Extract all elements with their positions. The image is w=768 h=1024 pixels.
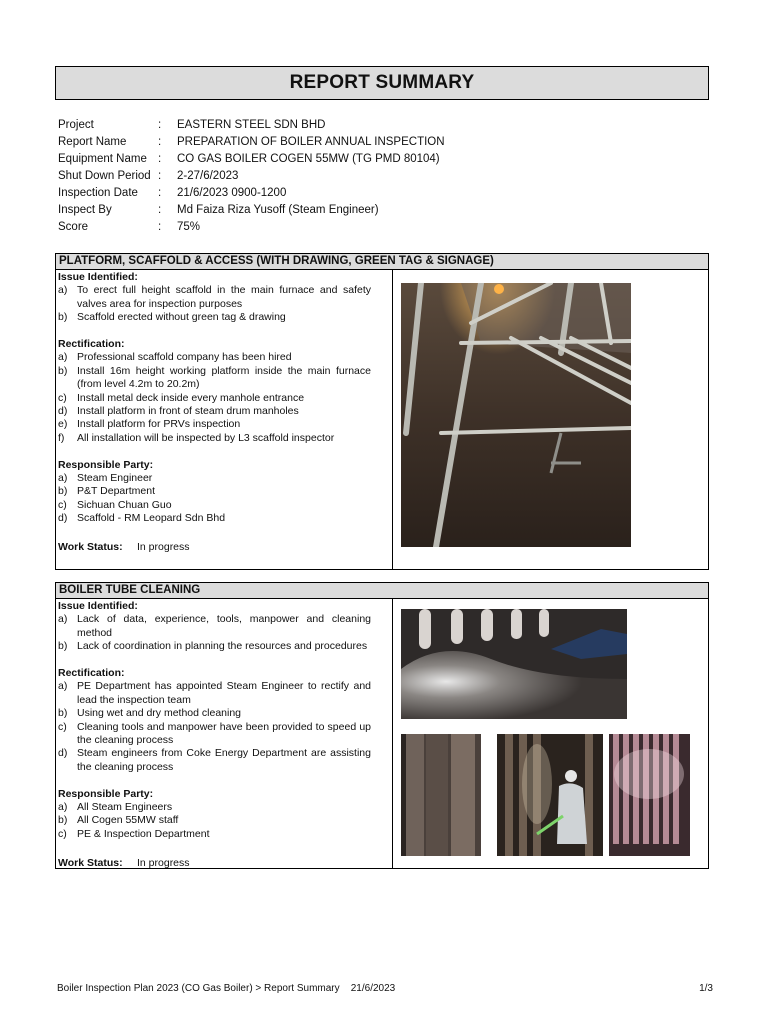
list-text: Cleaning tools and manpower have been provided to speed up the cleaning process: [77, 720, 371, 747]
info-row-score: [58, 219, 445, 236]
list-item: [58, 814, 392, 827]
info-value: Md Faiza Riza Yusoff (Steam Engineer): [177, 204, 379, 216]
list-text: P&T Department: [77, 485, 156, 498]
list-text: Sichuan Chuan Guo: [77, 498, 172, 511]
list-marker: f): [58, 431, 65, 444]
work-status: [58, 541, 392, 554]
report-title-box: [55, 66, 709, 100]
list-marker: c): [58, 498, 67, 511]
section-text-column: [56, 599, 392, 870]
work-status-value: In progress: [137, 541, 190, 554]
info-value: CO GAS BOILER COGEN 55MW (TG PMD 80104): [177, 153, 440, 165]
list-text: Using wet and dry method cleaning: [77, 707, 242, 720]
list-item: [58, 472, 392, 485]
info-label: Equipment Name: [58, 153, 147, 165]
info-row-inspection-date: [58, 185, 445, 202]
info-label: Report Name: [58, 136, 127, 148]
info-colon: :: [158, 187, 162, 199]
info-value: 75%: [177, 221, 201, 233]
column-divider: [392, 270, 393, 569]
column-divider: [392, 599, 393, 868]
tube-ash-photo: [401, 609, 627, 719]
info-row-report-name: [58, 134, 445, 151]
info-row-equipment: [58, 151, 445, 168]
list-marker: c): [58, 720, 67, 733]
list-marker: a): [58, 801, 68, 814]
list-item: [58, 351, 392, 364]
list-marker: b): [58, 707, 68, 720]
list-item: [58, 721, 392, 748]
info-label: Shut Down Period: [58, 170, 151, 182]
info-colon: :: [158, 153, 162, 165]
list-text: PE & Inspection Department: [77, 827, 210, 840]
list-text: Install platform in front of steam drum manholes: [77, 405, 299, 418]
list-text: All installation will be inspected by L3 scaffold inspector: [77, 431, 335, 444]
list-item: [58, 512, 392, 525]
section-body: [56, 270, 708, 569]
worker-cleaning-photo: [497, 734, 603, 856]
list-item: [58, 284, 392, 311]
page-number: 1/3: [699, 983, 713, 994]
list-item: [58, 418, 392, 431]
list-text: All Cogen 55MW staff: [77, 814, 179, 827]
tube-wall-photo: [401, 734, 481, 856]
info-value: 21/6/2023 0900-1200: [177, 187, 287, 199]
list-marker: b): [58, 640, 68, 653]
work-status-label: Work Status:: [58, 541, 123, 554]
info-row-project: [58, 117, 445, 134]
list-item: [58, 828, 392, 841]
list-text: Install platform for PRVs inspection: [77, 418, 241, 431]
info-label: Project: [58, 119, 94, 131]
list-text: PE Department has appointed Steam Engineer to rectify and lead the inspection team: [77, 680, 371, 706]
list-text: Install metal deck inside every manhole entrance: [77, 391, 305, 404]
list-item: [58, 747, 392, 774]
list-text: Steam engineers from Coke Energy Department are assisting the cleaning process: [77, 747, 371, 773]
list-marker: c): [58, 391, 67, 404]
list-marker: e): [58, 418, 68, 431]
list-item: [58, 311, 392, 324]
list-marker: d): [58, 512, 68, 525]
list-marker: d): [58, 405, 68, 418]
list-text: Professional scaffold company has been hired: [77, 351, 292, 364]
list-marker: b): [58, 814, 68, 827]
list-text: Steam Engineer: [77, 472, 153, 485]
list-marker: b): [58, 485, 68, 498]
report-info: [58, 117, 445, 236]
list-marker: a): [58, 680, 68, 693]
list-text: To erect full height scaffold in the main furnace and safety valves area for inspection purposes: [77, 284, 371, 310]
list-marker: a): [58, 284, 68, 297]
tube-bank-photo: [609, 734, 690, 856]
info-colon: :: [158, 119, 162, 131]
footer-text: Boiler Inspection Plan 2023 (CO Gas Boiler) > Report Summary 21/6/2023: [57, 983, 396, 994]
list-item: [58, 640, 392, 653]
section-header: BOILER TUBE CLEANING: [56, 583, 708, 599]
list-text: Scaffold - RM Leopard Sdn Bhd: [77, 512, 226, 525]
info-value: PREPARATION OF BOILER ANNUAL INSPECTION: [177, 136, 445, 148]
info-label: Score: [58, 221, 89, 233]
info-colon: :: [158, 136, 162, 148]
list-item: [58, 801, 392, 814]
work-status-label: Work Status:: [58, 856, 123, 869]
list-item: [58, 365, 392, 392]
scaffold-photo: [401, 283, 631, 547]
info-row-inspect-by: [58, 202, 445, 219]
list-item: [58, 680, 392, 707]
report-title: REPORT SUMMARY: [289, 72, 475, 93]
info-colon: :: [158, 170, 162, 182]
list-marker: d): [58, 747, 68, 760]
rectification-heading: Rectification:: [58, 667, 125, 680]
info-label: Inspection Date: [58, 187, 138, 199]
list-text: Lack of data, experience, tools, manpower and cleaning method: [77, 613, 371, 639]
info-value: 2-27/6/2023: [177, 170, 239, 182]
responsible-heading: Responsible Party:: [58, 458, 154, 471]
list-item: [58, 613, 392, 640]
list-text: All Steam Engineers: [77, 801, 173, 814]
list-marker: a): [58, 472, 68, 485]
list-item: [58, 392, 392, 405]
list-item: [58, 707, 392, 720]
section-text-column: [56, 270, 392, 554]
issue-heading: Issue Identified:: [58, 271, 138, 283]
list-marker: c): [58, 827, 67, 840]
info-colon: :: [158, 221, 162, 233]
info-row-shutdown: [58, 168, 445, 185]
list-item: [58, 485, 392, 498]
work-status: [58, 857, 392, 870]
section-header: PLATFORM, SCAFFOLD & ACCESS (WITH DRAWING, GREEN TAG & SIGNAGE): [56, 254, 708, 270]
info-label: Inspect By: [58, 204, 112, 216]
list-item: [58, 432, 392, 445]
info-colon: :: [158, 204, 162, 216]
responsible-heading: Responsible Party:: [58, 787, 154, 800]
work-status-value: In progress: [137, 856, 190, 869]
list-text: Scaffold erected without green tag & drawing: [77, 311, 286, 324]
section-boiler-tube-cleaning: [55, 582, 709, 869]
list-item: [58, 405, 392, 418]
list-marker: a): [58, 351, 68, 364]
page-footer: [57, 983, 713, 994]
info-value: EASTERN STEEL SDN BHD: [177, 119, 326, 131]
list-marker: b): [58, 311, 68, 324]
list-marker: a): [58, 613, 68, 626]
rectification-heading: Rectification:: [58, 338, 125, 351]
list-item: [58, 499, 392, 512]
list-text: Lack of coordination in planning the resources and procedures: [77, 640, 368, 653]
section-platform-scaffold: [55, 253, 709, 570]
list-marker: b): [58, 364, 68, 377]
issue-heading: Issue Identified:: [58, 600, 138, 612]
section-body: [56, 599, 708, 868]
list-text: Install 16m height working platform inside the main furnace (from level 4.2m to 20.2m): [77, 364, 371, 391]
